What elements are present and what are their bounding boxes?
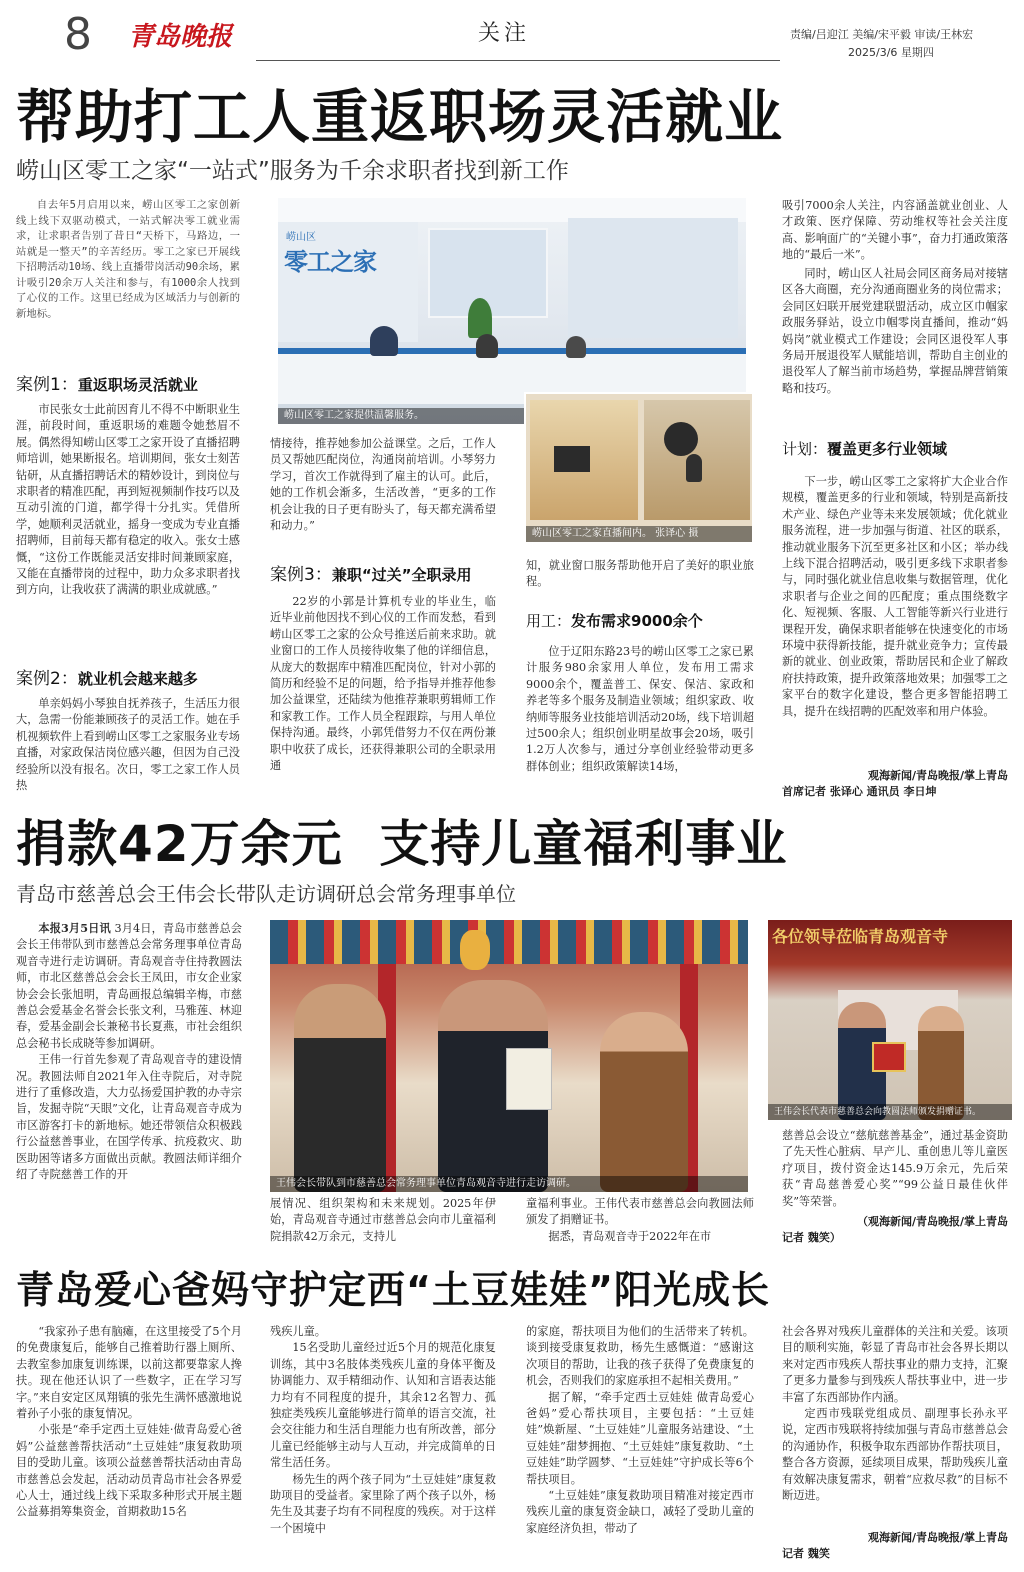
- plan-heading: [782, 438, 947, 459]
- livestream-lamp: [664, 422, 698, 456]
- article3-byline-reporter: 记者 魏笑: [782, 1547, 830, 1560]
- masthead-rule: [256, 60, 780, 61]
- article3-col3-paragraph-2: 据了解，“牵手定西土豆娃娃 做青岛爱心爸妈”爱心帮扶项目，主要包括：“土豆娃娃”焕新屋、“土豆娃娃”儿童服务站建设、“土豆娃娃”甜梦拥抱、“土豆娃娃”康复救助、“土豆娃娃”助学圆梦、“土豆娃娃”守护成长等6个帮扶项目。: [526, 1390, 754, 1486]
- article3-col3-paragraph-3: “土豆娃娃”康复救助项目精准对接定西市残疾儿童的康复资金缺口，减轻了受助儿童的家庭经济负担，带动了: [526, 1489, 754, 1535]
- article2-paragraph-2: 王伟一行首先参观了青岛观音寺的建设情况。教圆法师自2021年入住寺院后，对寺院进行了重修改造，大力弘扬爱国护教的办寺宗旨，发掘寺院“天眼”文化，让青岛观音寺成为市区游客打卡的新地标。她还带领信众积极践行公益慈善事业，在国学传承、抗疫救灾、助医助困等诸多方面做出贡献。教圆法师详细介绍了寺院慈善工作的开: [16, 1053, 242, 1182]
- article3-byline-outlets: 观海新闻/青岛晚报/掌上青岛: [867, 1531, 1008, 1544]
- byline-reporters: 首席记者 张译心 通讯员 李日坤: [782, 785, 937, 798]
- plan-title: 覆盖更多行业领域: [827, 440, 948, 458]
- article1-col3-top: [526, 558, 754, 594]
- plan-paragraph: 下一步，崂山区零工之家将扩大企业合作规模，覆盖更多的行业和领域，特别是高新技术产业、绿色产业等未来发展领域；优化就业服务流程，进一步加强与街道、社区的联系，推动就业服务下沉至更多社区和小区；举办线上线下混合招聘活动，吸引更多线下求职者参与，同时强化就业信息收集与数据管理，优化求职者与企业之间的匹配度；重点围绕数字化、短视频、客服、人工智能等新兴行业进行课程开发，确保求职者能够在快速变化的市场环境中获得新技能，提升就业竞争力；宣传最新的就业、创业政策，帮助居民和企业了解政府扶持政策，提升政策落地效果；加强零工之家平台的数字化建设，整合更多智能招聘工具，提升在线招聘的匹配效率和用户体验。: [782, 475, 1008, 718]
- col4-paragraph: 吸引7000余人关注，内容涵盖就业创业、人才政策、医疗保障、劳动维权等社会关注度高、影响面广的“关键小事”，奋力打通政策落地的“最后一米”。: [782, 199, 1008, 262]
- article3-byline: [782, 1530, 1008, 1562]
- article3-col2-paragraph-2: 15名受助儿童经过近5个月的规范化康复训练，其中3名肢体类残疾儿童的身体平衡及协调能力、双手精细动作、认知和言语表达能力均有不同程度的提升，其余12名智力、孤独症类残疾儿童能够进行简单的语言交流，社会交往能力和生活自理能力也有所改善，部分儿童已经能够主动与人互动，并完成简单的日常生活任务。: [270, 1341, 496, 1470]
- case2-title: 就业机会越来越多: [77, 670, 198, 688]
- certificate-frame: [872, 1042, 906, 1072]
- article2-photo-visit: [270, 920, 748, 1192]
- office-worker: [370, 326, 398, 356]
- employer-body: [526, 644, 754, 800]
- article2-byline-outlets: （观海新闻/青岛晚报/掌上青岛: [856, 1215, 1008, 1228]
- issue-date: 2025/3/6 星期四: [848, 46, 934, 59]
- photo-office-caption: 崂山区零工之家提供温馨服务。: [278, 408, 746, 424]
- visit-certificate: [506, 1048, 552, 1110]
- article3-col4: [782, 1324, 1008, 1530]
- article3-col3-paragraph: 的家庭，帮扶项目为他们的生活带来了转机。谈到接受康复救助，杨先生感慨道：“感谢这次项目的帮助，让我的孩子获得了免费康复的机会，否则我们的家庭承担不起相关费用。”: [526, 1325, 754, 1388]
- visit-eaves: [270, 920, 748, 964]
- office-sign-top: 崂山区: [286, 232, 316, 243]
- case2-label: 案例2：: [16, 669, 78, 689]
- office-sign: 零工之家: [284, 248, 376, 276]
- page-number: 8: [64, 9, 92, 60]
- case3-heading: [270, 560, 472, 585]
- visit-lantern: [460, 930, 490, 970]
- article3-col4-paragraph-2: 定西市残联党组成员、副理事长孙永平说，定西市残联将持续加强与青岛市慈善总会的沟通协作，积极争取东西部协作帮扶项目，整合各方资源，延续项目成果，帮助残疾儿童有效解决康复需求，朝着“应救尽救”的目标不断迈进。: [782, 1407, 1008, 1503]
- case1-body: [16, 402, 240, 648]
- article3-col2-paragraph-3: 杨先生的两个孩子同为“土豆娃娃”康复救助项目的受益者。家里除了两个孩子以外，杨先生及其妻子均有不同程度的残疾。对于这样一个困境中: [270, 1472, 496, 1535]
- livestream-host: [686, 454, 702, 482]
- article3-col1-paragraph: “我家孙子患有脑瘫，在这里接受了5个月的免费康复后，能够自己推着助行器上厕所、去教室参加康复训练课，以前这都要靠家人搀扶。现在他还认识了一些数字，正在学习写字。”来自安定区凤翔镇的张先生满怀感激地说着孙子小张的康复情况。: [16, 1325, 242, 1421]
- col2-paragraph: 情接待，推荐她参加公益课堂。之后，工作人员又帮她匹配岗位，沟通岗前培训。小琴努力学习，首次工作就得到了雇主的认可。此后，她的工作机会渐多，生活改善，“更多的工作机会让我的日子更有盼头了，每天都充满希望和动力。”: [270, 437, 496, 533]
- article2-dateline: 本报3月5日讯: [38, 921, 111, 935]
- article2-col2-paragraph: 展情况、组织架构和未来规划。2025年伊始，青岛观音寺通过市慈善总会向市儿童福利院捐款42万余元，支持儿: [270, 1197, 496, 1243]
- employer-title: 发布需求9000余个: [571, 612, 703, 630]
- article1-photo-office: [278, 198, 746, 424]
- office-worker-3: [566, 336, 586, 358]
- article1-col2-top: [270, 436, 496, 542]
- certificate-person-monk: [918, 1006, 964, 1120]
- visit-person-monk: [600, 1012, 688, 1192]
- article1-byline: [782, 768, 1008, 800]
- article3-col4-paragraph: 社会各界对残疾儿童群体的关注和关爱。该项目的顺利实施，彰显了青岛市社会各界长期以来对定西市残疾人帮扶事业的鼎力支持，汇聚了更多力量参与到残疾人帮扶事业中，进一步丰富了东西部协作内涵。: [782, 1325, 1008, 1404]
- article3-col2: [270, 1324, 496, 1568]
- office-wall-panel: [568, 218, 738, 338]
- case2-heading: [16, 664, 198, 689]
- article2-col3-paragraph-2: 据悉，青岛观音寺于2022年在市: [548, 1229, 712, 1243]
- employer-heading: [526, 610, 703, 631]
- case1-label: 案例1：: [16, 375, 78, 395]
- article3-title: 青岛爱心爸妈守护定西“土豆娃娃”阳光成长: [16, 1268, 770, 1312]
- article2-col4-paragraph: 慈善总会设立“慈航慈善基金”，通过基金资助了先天性心脏病、早产儿、重创患儿等儿童医疗项目，拨付资金达145.9万余元，先后荣获“青岛慈善爱心奖”“99公益日最佳伙伴奖”等荣誉。: [782, 1129, 1008, 1208]
- article2-col4: [782, 1128, 1008, 1216]
- article2-col1: [16, 920, 242, 1246]
- employer-paragraph: 位于辽阳东路23号的崂山区零工之家已累计服务980余家用人单位，发布用工需求9000余个，覆盖普工、保安、保洁、家政和养老等多个服务及制造业领域；组织家政、收纳师等服务业技能培训活动20场，线下培训超过500余人；组织创业明星故事会20场，吸引1.2万人次参与，通过分享创业经验带动更多群体创业；组织政策解读14场，: [526, 645, 754, 773]
- article2-photo-certificate: [768, 920, 1012, 1120]
- editors-line: 责编/吕迎江 美编/宋平毅 审读/王林宏: [790, 28, 974, 41]
- article2-byline-reporter: 记者 魏笑）: [782, 1231, 841, 1244]
- case3-label: 案例3：: [270, 565, 332, 585]
- article2-subtitle: 青岛市慈善总会王伟会长带队走访调研总会常务理事单位: [16, 882, 516, 906]
- lead-paragraph: 自去年5月启用以来，崂山区零工之家创新线上线下双驱动模式，一站式解决零工就业需求，让求职者告别了昔日“天桥下，马路边，一站就是一整天”的辛苦经历。零工之家已开展线下招聘活动10场、线上直播带岗活动90余场，累计吸引20余万人关注和参与，有1000余人找到了心仪的工作。这里已经成为区域活力与创新的新地标。: [16, 199, 240, 320]
- article2-col3-paragraph: 童福利事业。王伟代表市慈善总会向教圆法师颁发了捐赠证书。: [526, 1197, 754, 1227]
- livestream-screen: [554, 446, 590, 472]
- certificate-banner: 各位领导莅临青岛观音寺: [772, 927, 949, 946]
- article3-col1: [16, 1324, 242, 1568]
- article1-subtitle: 崂山区零工之家“一站式”服务为千余求职者找到新工作: [16, 158, 569, 184]
- article2-dateline-paragraph: [16, 920, 242, 1052]
- article3-col3: [526, 1324, 754, 1568]
- photo-certificate-caption: 王伟会长代表市慈善总会向教圆法师颁发捐赠证书。: [768, 1104, 1012, 1120]
- employer-label: 用工：: [526, 612, 572, 630]
- case1-heading: [16, 370, 198, 395]
- article2-byline: [782, 1214, 1008, 1246]
- case2-body: [16, 696, 240, 800]
- case2-paragraph: 单亲妈妈小琴独自抚养孩子，生活压力很大，急需一份能兼顾孩子的灵活工作。她在手机视频软件上看到崂山区零工之家服务业专场直播，对家政保洁岗位感兴趣，但因为自己没经验所以没有报名。次日，零工之家工作人员热: [16, 697, 240, 793]
- article1-col4-mid: [782, 266, 1008, 416]
- article2-col3: [526, 1196, 754, 1248]
- office-plant: [468, 298, 492, 338]
- case1-title: 重返职场灵活就业: [77, 376, 198, 394]
- article1-title: 帮助打工人重返职场灵活就业: [16, 83, 784, 151]
- article1-col4-top: [782, 198, 1008, 264]
- byline-outlets: 观海新闻/青岛晚报/掌上青岛: [867, 769, 1008, 782]
- photo-visit-caption: 王伟会长带队到市慈善总会常务理事单位青岛观音寺进行走访调研。: [270, 1176, 748, 1192]
- plan-body: [782, 474, 1008, 768]
- article1-lead: [16, 198, 240, 356]
- paper-name: 青岛晚报: [128, 22, 233, 52]
- article2-col2: [270, 1196, 496, 1248]
- case1-paragraph: 市民张女士此前因育儿不得不中断职业生涯，前段时间，重返职场的难题令她愁眉不展。偶然得知崂山区零工之家开设了直播招聘师培训，她果断报名。培训期间，张女士刻苦钻研，从直播招聘话术的精妙设计，到岗位与求职者的精准匹配，再到短视频制作技巧以及互动引流的门道，都学得十分扎实。凭借所学，她顺利灵活就业，摇身一变成为专业直播招聘师，目前每天都有稳定的收入。张女士感慨，“这份工作既能灵活安排时间兼顾家庭，又能在直播带岗的过程中，助力众多求职者找到方向，让我收获了满满的职业成就感。”: [16, 403, 240, 597]
- case3-body: [270, 594, 496, 800]
- office-worker-2: [476, 334, 498, 358]
- photo-livestream-caption: 崂山区零工之家直播间内。 张译心 摄: [526, 526, 752, 542]
- case3-paragraph: 22岁的小郭是计算机专业的毕业生，临近毕业前他因找不到心仪的工作而发愁，看到崂山区零工之家的公众号推送后前来求助。就业窗口的工作人员接待收集了他的详细信息，从庞大的数据库中精准匹配岗位，针对小郭的简历和经验不足的问题，给予指导并推荐他参加公益课堂，还陆续为他推荐兼职剪辑师工作和家教工作。工作人员全程跟踪，与用人单位保持沟通。最终，小郭凭借努力不仅在两份兼职中收获了成长，还获得兼职公司的全职录用通: [270, 595, 496, 773]
- case3-title: 兼职“过关”全职录用: [331, 566, 472, 584]
- article1-photo-livestream: [524, 392, 754, 544]
- article2-title: 捐款42万余元 支持儿童福利事业: [16, 815, 788, 873]
- col3-paragraph: 知，就业窗口服务帮助他开启了美好的职业旅程。: [526, 559, 754, 589]
- plan-label: 计划：: [782, 440, 828, 458]
- article2-lead: 3月4日，青岛市慈善总会会长王伟带队到市慈善总会常务理事单位青岛观音寺进行走访调研。青岛观音寺住持教圆法师，市北区慈善总会会长王凤田，市女企业家协会会长张旭明，青岛画报总编辑辛梅，市慈善总会爱基金名誉会长张文利，马雅莲、林迎春，爱基金副会长兼秘书长夏燕，市社会组织总会秘书长成晓等参加调研。: [16, 922, 242, 1050]
- col4-paragraph-2: 同时，崂山区人社局会同区商务局对接辖区各大商圈，充分沟通商圈业务的岗位需求；会同区妇联开展党建联盟活动，成立区巾帼家政服务驿站，设立巾帼零岗直播间，推动“妈妈岗”就业模式工作建设；会同区退役军人事务局开展退役军人赋能培训，帮助自主创业的退役军人了解当前市场趋势，掌握品牌营销策略和技巧。: [782, 267, 1008, 395]
- visit-person-left: [294, 984, 386, 1192]
- article3-col1-paragraph-2: 小张是“牵手定西土豆娃娃·做青岛爱心爸妈”公益慈善帮扶活动“土豆娃娃”康复救助项目的受助儿童。该项公益慈善帮扶活动由青岛市慈善总会发起，活动动员青岛市社会各界爱心人士，通过线上线下采取多种形式开展主题公益募捐筹集资金，首期救助15名: [16, 1423, 242, 1519]
- article3-col2-paragraph: 残疾儿童。: [270, 1325, 326, 1338]
- section-name: 关注: [478, 21, 531, 46]
